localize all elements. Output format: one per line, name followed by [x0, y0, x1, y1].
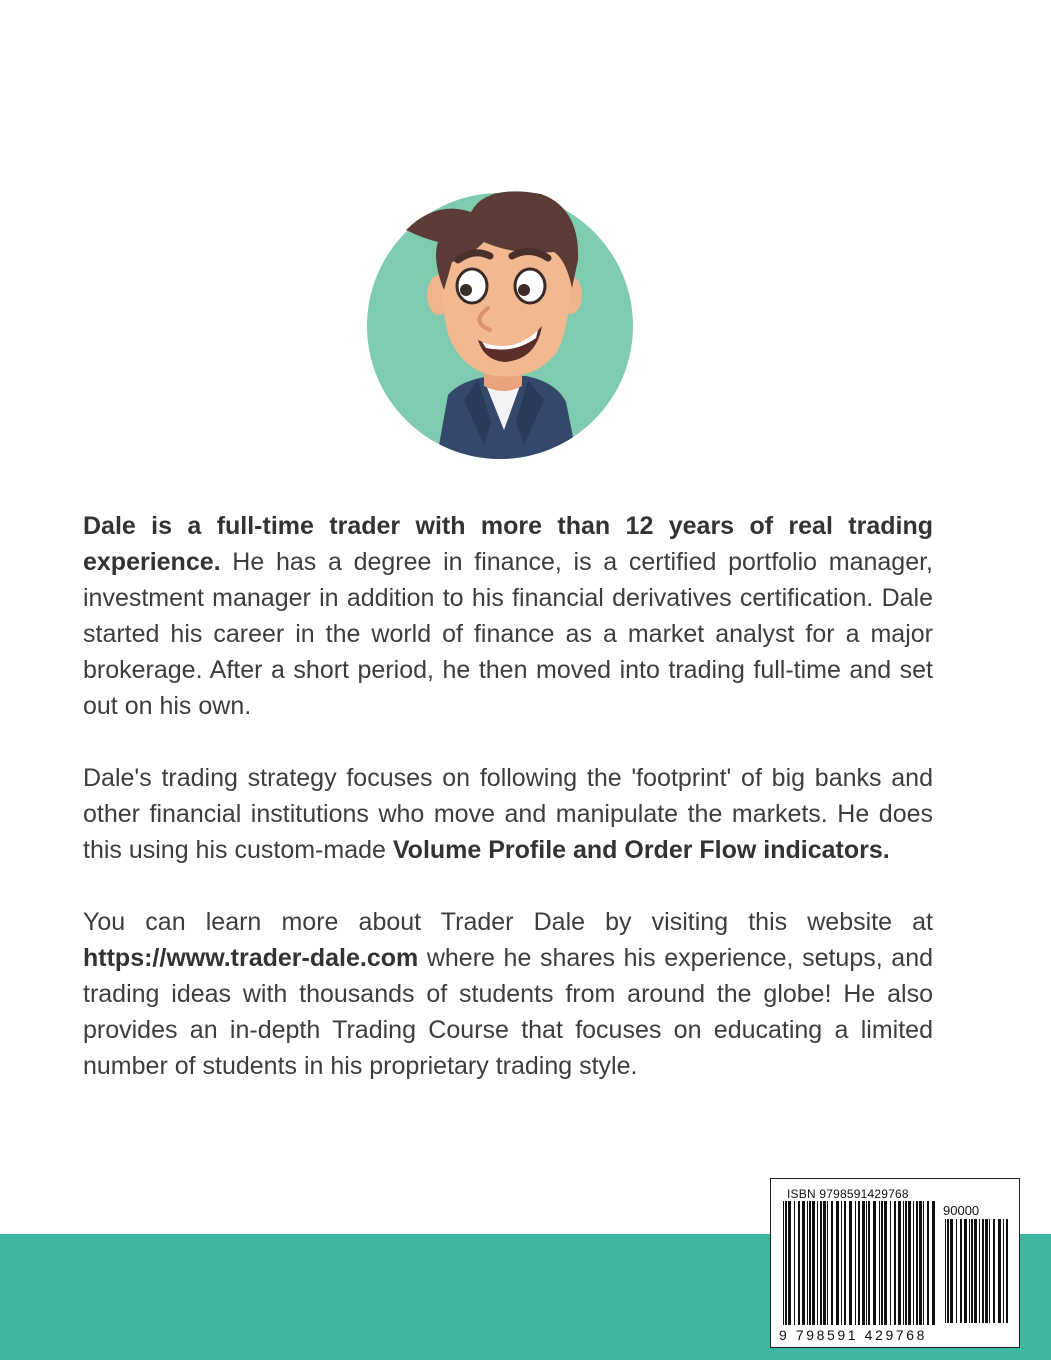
- cartoon-man-avatar-icon: [366, 190, 636, 462]
- bio-paragraph-2-bold: Volume Profile and Order Flow indicators.: [392, 836, 890, 864]
- bio-paragraph-3-rest: where he shares his experience, setups, and trading ideas with thousands of students from around the globe! He also provides an in-depth Trading Course that focuses on educating a limited number of students in his proprietary trading style.: [83, 944, 933, 1080]
- price-code: 90000: [943, 1203, 980, 1218]
- author-bio: [83, 508, 933, 1120]
- isbn-label: ISBN 9798591429768: [787, 1187, 909, 1201]
- bio-paragraph-2: [83, 760, 933, 868]
- website-url: https://www.trader-dale.com: [83, 944, 419, 972]
- bio-paragraph-1-text: He has a degree in finance, is a certified portfolio manager, investment manager in addition to his financial derivatives certification. Dale started his career in the world of finance as a market analyst for a major brokerage. After a short period, he then moved into trading full-time and set out on his own.: [83, 548, 933, 720]
- bio-paragraph-3-text: You can learn more about Trader Dale by visiting this website at: [83, 908, 933, 936]
- bio-paragraph-3: [83, 904, 933, 1084]
- bio-paragraph-1-bold: Dale is a full-time trader with more than 12 years of real trading experience.: [83, 512, 933, 576]
- bio-paragraph-1: [83, 508, 933, 724]
- bio-paragraph-2-text: Dale's trading strategy focuses on following the 'footprint' of big banks and other financial institutions who move and manipulate the markets. He does this using his custom-made: [83, 764, 933, 864]
- barcode-bars-icon: [781, 1201, 939, 1329]
- isbn-digits: 9 798591 429768: [779, 1327, 927, 1343]
- barcode-addon-bars-icon: [943, 1219, 1013, 1325]
- isbn-barcode: [770, 1178, 1020, 1348]
